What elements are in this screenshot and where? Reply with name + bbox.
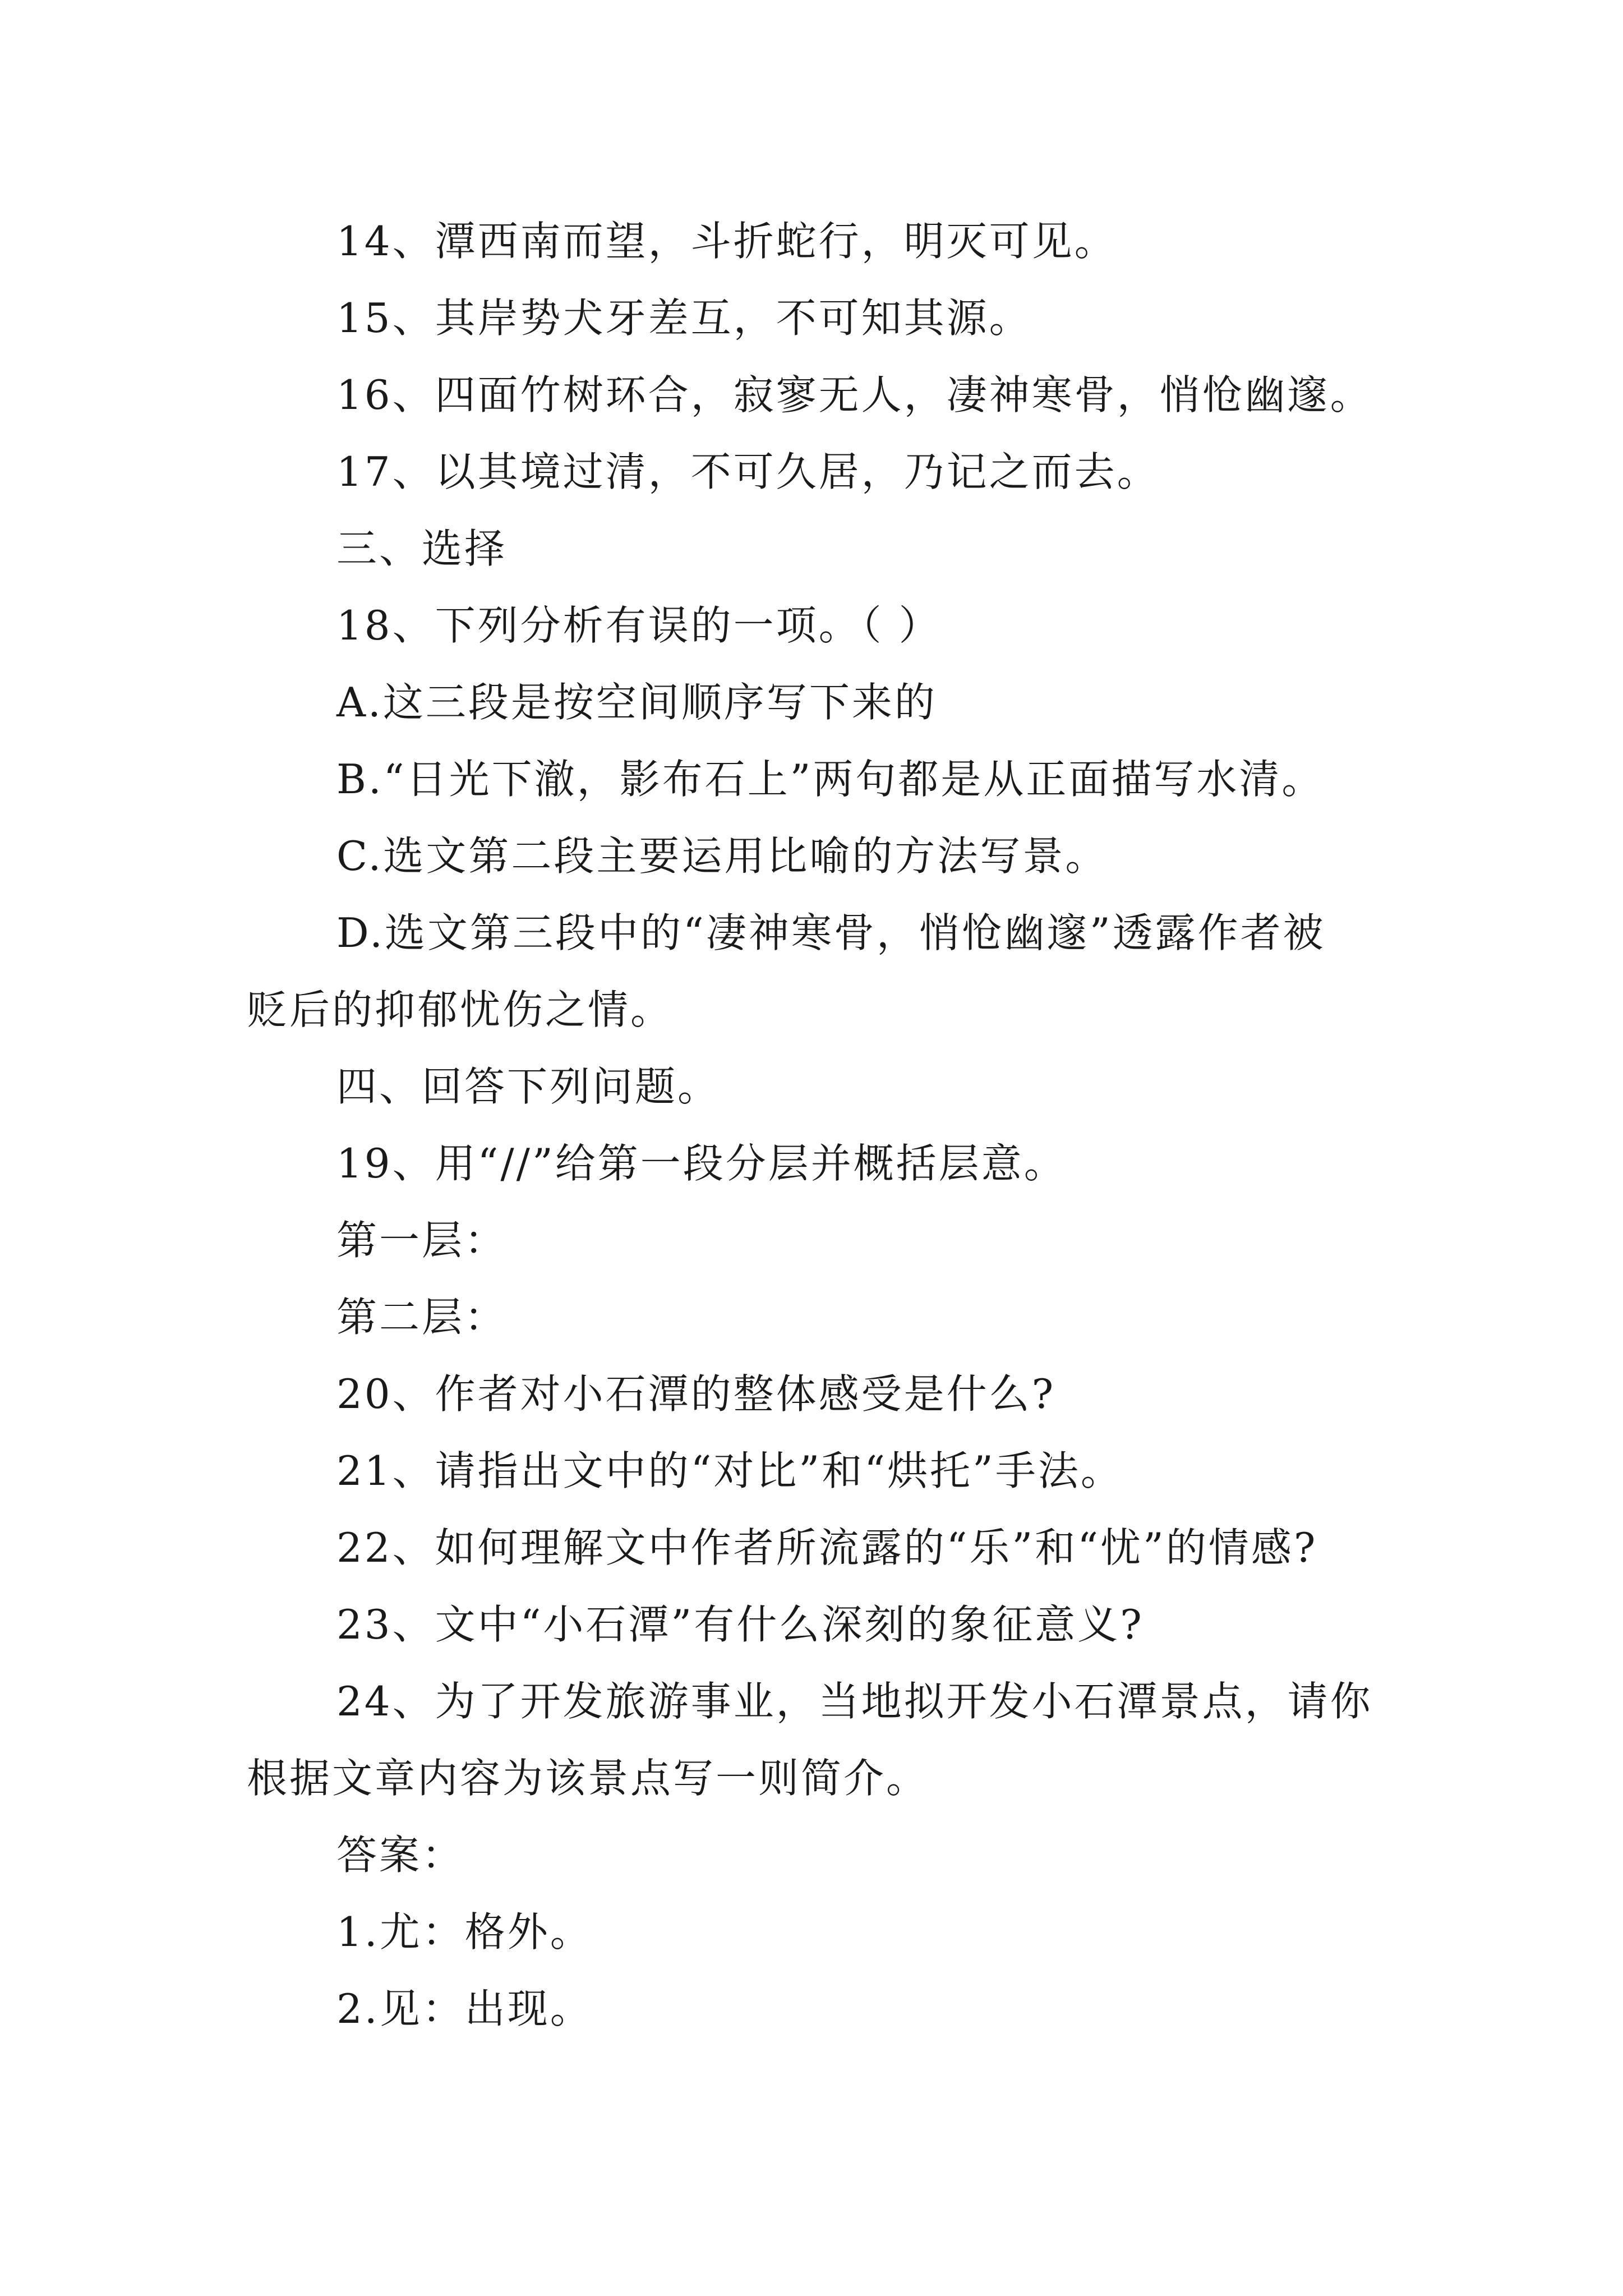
layer-label: 第二层：: [336, 1294, 508, 1341]
question-continuation: 根据文章内容为该景点写一则简介。: [247, 1755, 929, 1802]
text-line: 15、其岸势犬牙差互，不可知其源。: [336, 295, 1032, 342]
option-c: C.选文第二段主要运用比喻的方法写景。: [336, 832, 1108, 880]
section-heading: 四、回答下列问题。: [336, 1063, 721, 1110]
section-heading: 三、选择: [336, 525, 508, 572]
text-line: 17、以其境过清，不可久居，乃记之而去。: [336, 448, 1160, 495]
option-d-continuation: 贬后的抑郁忧伤之情。: [247, 986, 674, 1033]
question-text: 21、请指出文中的“对比”和“烘托”手法。: [336, 1447, 1123, 1494]
answer-heading: 答案：: [336, 1832, 465, 1879]
option-b: B.“日光下澈，影布石上”两句都是从正面描写水清。: [336, 756, 1325, 803]
text-line: 16、四面竹树环合，寂寥无人，凄神寒骨，悄怆幽邃。: [336, 371, 1373, 418]
option-a: A.这三段是按空间顺序写下来的: [336, 679, 937, 726]
document-body: [247, 203, 1419, 2047]
question-text: 20、作者对小石潭的整体感受是什么?: [336, 1370, 1056, 1418]
question-text: 19、用“//”给第一段分层并概括层意。: [336, 1140, 1067, 1187]
text-line: 14、潭西南而望，斗折蛇行，明灭可见。: [336, 218, 1117, 265]
layer-label: 第一层：: [336, 1217, 508, 1264]
answer-item: 2.见：出现。: [336, 1985, 593, 2032]
option-d: D.选文第三段中的“凄神寒骨，悄怆幽邃”透露作者被: [336, 909, 1326, 956]
question-text: 18、下列分析有误的一项。（ ）: [336, 602, 942, 649]
question-text: 24、为了开发旅游事业，当地拟开发小石潭景点，请你: [336, 1678, 1373, 1725]
question-text: 23、文中“小石潭”有什么深刻的象征意义?: [336, 1601, 1144, 1648]
answer-item: 1.尤：格外。: [336, 1908, 593, 1955]
question-text: 22、如何理解文中作者所流露的“乐”和“忧”的情感?: [336, 1524, 1318, 1571]
